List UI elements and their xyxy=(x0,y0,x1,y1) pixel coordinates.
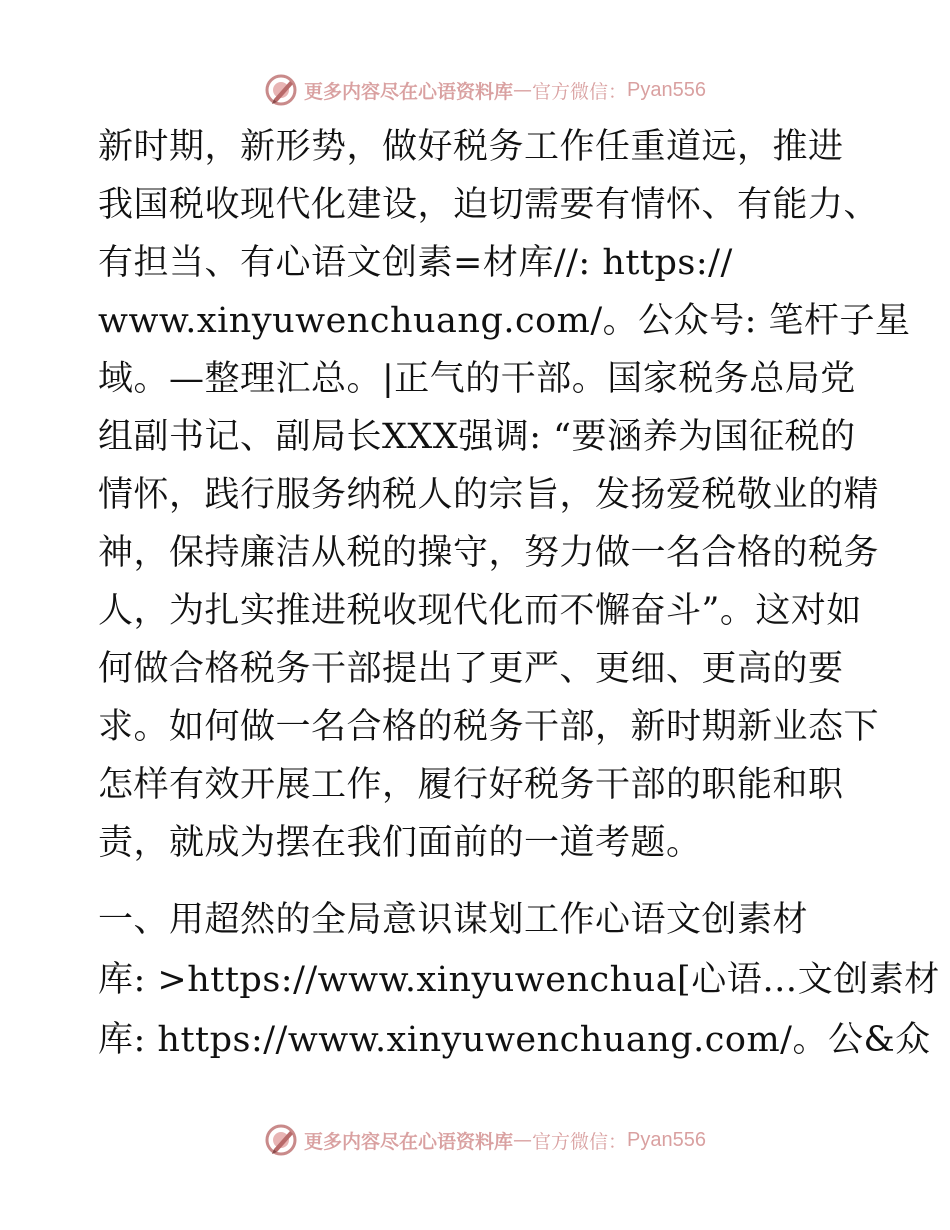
body-line: 情怀，践行服务纳税人的宗旨，发扬爱税敬业的精 xyxy=(98,475,880,515)
header-banner xyxy=(0,70,950,110)
body-line: 神，保持廉洁从税的操守，努力做一名合格的税务 xyxy=(98,533,880,573)
body-line: 怎样有效开展工作，履行好税务干部的职能和职 xyxy=(98,765,844,805)
header-banner-inner xyxy=(264,73,706,107)
banner-wechat-id: Pyan556 xyxy=(627,78,706,101)
body-line: 我国税收现代化建设，迫切需要有情怀、有能力、 xyxy=(98,185,880,225)
banner-wechat-id: Pyan556 xyxy=(627,1128,706,1151)
body-line: 何做合格税务干部提出了更严、更细、更高的要 xyxy=(98,649,844,689)
banner-separator: — xyxy=(513,1129,533,1151)
body-line: 求。如何做一名合格的税务干部，新时期新业态下 xyxy=(98,707,880,747)
body-line: 库: https://www.xinyuwenchuang.com/。公&众 xyxy=(98,1020,931,1060)
brand-logo-icon xyxy=(264,73,298,107)
footer-banner xyxy=(0,1120,950,1160)
body-line: 组副书记、副局长XXX强调: “要涵养为国征税的 xyxy=(98,417,856,457)
brand-logo-icon xyxy=(264,1123,298,1157)
banner-separator: — xyxy=(513,79,533,101)
banner-text: 更多内容尽在心语资料库 xyxy=(304,1130,514,1153)
body-line: www.xinyuwenchuang.com/。公众号: 笔杆子星 xyxy=(98,301,911,341)
body-line: 域。—整理汇总。|正气的干部。国家税务总局党 xyxy=(98,359,856,399)
banner-label: 官方微信： xyxy=(532,80,628,103)
body-line: 新时期，新形势，做好税务工作任重道远，推进 xyxy=(98,127,844,167)
banner-text: 更多内容尽在心语资料库 xyxy=(304,80,514,103)
footer-banner-inner xyxy=(264,1123,706,1157)
body-line: 有担当、有心语文创素=材库//: https:// xyxy=(98,243,733,283)
body-line: 库: >https://www.xinyuwenchua[心语…文创素材 xyxy=(98,960,940,1000)
body-line: 责，就成为摆在我们面前的一道考题。 xyxy=(98,823,702,863)
banner-label: 官方微信： xyxy=(532,1130,628,1153)
body-line: 人，为扎实推进税收现代化而不懈奋斗”。这对如 xyxy=(98,591,862,631)
section-heading-line: 一、用超然的全局意识谋划工作心语文创素材 xyxy=(98,900,809,940)
